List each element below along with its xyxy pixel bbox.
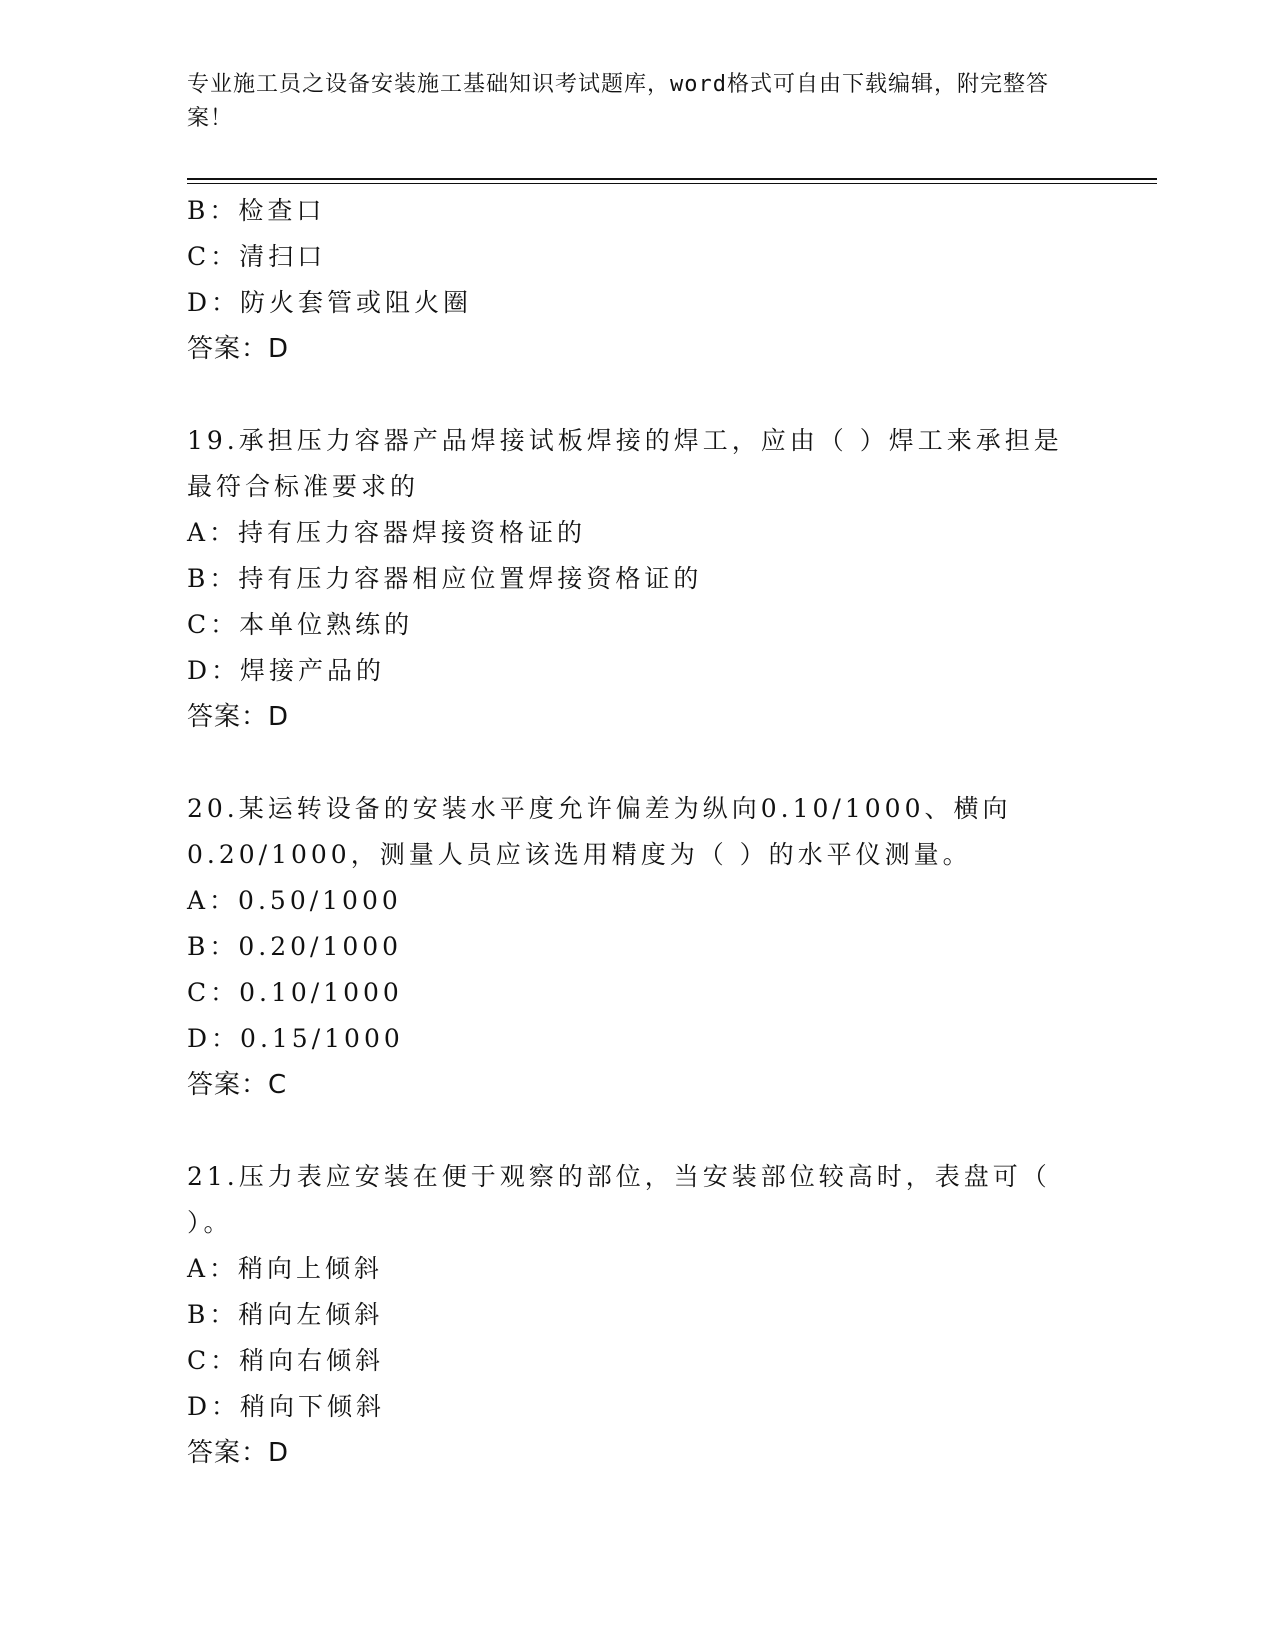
question-block-partial — [187, 188, 1077, 372]
option-d: D：防火套管或阻火圈 — [187, 288, 473, 317]
question-block-20 — [187, 786, 1077, 1108]
answer-line: 答案：D — [187, 702, 290, 732]
option-d: D：0.15/1000 — [187, 1024, 404, 1053]
answer-line: 答案：C — [187, 1070, 288, 1100]
page-header: 专业施工员之设备安装施工基础知识考试题库，word格式可自由下载编辑，附完整答案！ — [187, 72, 1049, 131]
question-text-line: 21.压力表应安装在便于观察的部位，当安装部位较高时，表盘可（ — [187, 1162, 1051, 1191]
question-text-line: 20.某运转设备的安装水平度允许偏差为纵向0.10/1000、横向 — [187, 794, 1012, 823]
question-block-19 — [187, 418, 1077, 740]
question-text-line: 0.20/1000，测量人员应该选用精度为（ ）的水平仪测量。 — [187, 840, 972, 869]
answer-line: 答案：D — [187, 334, 290, 364]
option-b: B：检查口 — [187, 196, 326, 225]
option-b: B：0.20/1000 — [187, 932, 403, 961]
option-d: D：稍向下倾斜 — [187, 1392, 386, 1421]
question-block-21 — [187, 1154, 1077, 1476]
option-a: A：0.50/1000 — [187, 886, 402, 915]
header-rule-thick — [187, 178, 1157, 180]
option-d: D：焊接产品的 — [187, 656, 386, 685]
question-text-line: 最符合标准要求的 — [187, 472, 420, 501]
answer-line: 答案：D — [187, 1438, 290, 1468]
option-c: C：清扫口 — [187, 242, 327, 271]
header-rule-thin — [187, 183, 1157, 184]
document-body — [187, 188, 1077, 1476]
option-a: A：稍向上倾斜 — [187, 1254, 384, 1283]
question-text-line: ）。 — [187, 1208, 233, 1237]
option-b: B：持有压力容器相应位置焊接资格证的 — [187, 564, 703, 593]
option-c: C：本单位熟练的 — [187, 610, 414, 639]
option-b: B：稍向左倾斜 — [187, 1300, 384, 1329]
option-c: C：稍向右倾斜 — [187, 1346, 385, 1375]
option-a: A：持有压力容器焊接资格证的 — [187, 518, 587, 547]
question-text-line: 19.承担压力容器产品焊接试板焊接的焊工，应由（ ）焊工来承担是 — [187, 426, 1063, 455]
option-c: C：0.10/1000 — [187, 978, 403, 1007]
